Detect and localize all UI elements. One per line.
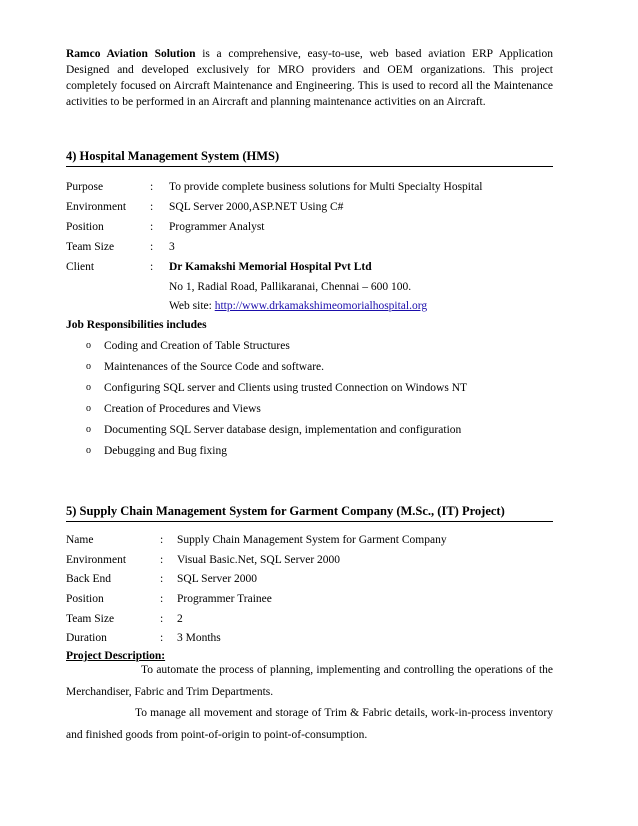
- intro-line-2: Designed and developed exclusively for MRO providers and OEM organizations. This project: [66, 64, 553, 76]
- row-value: SQL Server 2000: [177, 573, 258, 585]
- row-key: Client: [66, 261, 95, 273]
- row-value: Programmer Trainee: [177, 593, 272, 605]
- row-value: SQL Server 2000,ASP.NET Using C#: [169, 201, 344, 213]
- row-colon: :: [160, 632, 164, 644]
- list-item-text: Debugging and Bug fixing: [104, 445, 227, 457]
- description-line-4: and finished goods from point-of-origin to point-of-consumption.: [66, 729, 368, 741]
- row-value: 2: [177, 613, 183, 625]
- row-colon: :: [160, 593, 164, 605]
- row-colon: :: [150, 221, 154, 233]
- bullet-icon: o: [86, 445, 91, 456]
- row-colon: :: [160, 534, 164, 546]
- row-colon: :: [150, 201, 154, 213]
- description-line-3: To manage all movement and storage of Trim & Fabric details, work-in-process inventory: [135, 707, 553, 719]
- row-value: 3: [169, 241, 175, 253]
- client-website-line: [169, 298, 427, 314]
- list-item-text: Configuring SQL server and Clients using trusted Connection on Windows NT: [104, 382, 468, 394]
- list-item-text: Maintenances of the Source Code and software.: [104, 361, 325, 373]
- bullet-icon: o: [86, 403, 91, 414]
- row-colon: :: [160, 554, 164, 566]
- row-key: Position: [66, 221, 104, 233]
- description-line-1: To automate the process of planning, implementing and controlling the operations of the: [141, 664, 553, 676]
- bullet-icon: o: [86, 382, 91, 393]
- section-title-hms: 4) Hospital Management System (HMS): [66, 149, 553, 167]
- intro-line-4: activities to be performed in an Aircraft and planning maintenance activities on an Aircraft.: [66, 96, 486, 108]
- bullet-icon: o: [86, 340, 91, 351]
- row-value: Supply Chain Management System for Garment Company: [177, 534, 447, 546]
- list-item-text: Coding and Creation of Table Structures: [104, 340, 290, 352]
- row-value: To provide complete business solutions for Multi Specialty Hospital: [169, 181, 483, 193]
- section-title-scm: 5) Supply Chain Management System for Garment Company (M.Sc., (IT) Project): [66, 504, 553, 522]
- list-item-text: Creation of Procedures and Views: [104, 403, 261, 415]
- row-key: Back End: [66, 573, 112, 585]
- client-address: No 1, Radial Road, Pallikaranai, Chennai – 600 100.: [169, 281, 412, 293]
- intro-line-1: is a comprehensive, easy-to-use, web based aviation ERP Application: [202, 48, 554, 60]
- row-colon: :: [160, 573, 164, 585]
- job-responsibilities-title: Job Responsibilities includes: [66, 319, 207, 331]
- row-key: Purpose: [66, 181, 104, 193]
- row-key: Team Size: [66, 241, 115, 253]
- row-colon: :: [150, 241, 154, 253]
- bullet-icon: o: [86, 424, 91, 435]
- row-value: Visual Basic.Net, SQL Server 2000: [177, 554, 341, 566]
- description-line-2: Merchandiser, Fabric and Trim Departments.: [66, 686, 274, 698]
- row-value: 3 Months: [177, 632, 221, 644]
- row-colon: :: [160, 613, 164, 625]
- row-key: Name: [66, 534, 94, 546]
- row-value: Programmer Analyst: [169, 221, 265, 233]
- list-item-text: Documenting SQL Server database design, implementation and configuration: [104, 424, 462, 436]
- row-colon: :: [150, 181, 154, 193]
- row-key: Position: [66, 593, 104, 605]
- row-key: Environment: [66, 201, 127, 213]
- intro-lead: Ramco Aviation Solution: [66, 48, 196, 60]
- bullet-icon: o: [86, 361, 91, 372]
- row-key: Duration: [66, 632, 107, 644]
- row-colon: :: [150, 261, 154, 273]
- website-link[interactable]: http://www.drkamakshimeomorialhospital.org: [214, 300, 428, 312]
- website-label: Web site:: [169, 300, 212, 312]
- intro-line-3: completely focused on Aircraft Maintenance and Engineering. This is used to record all the Maintenance: [66, 80, 553, 92]
- project-description-title: Project Description:: [66, 650, 166, 662]
- row-key: Team Size: [66, 613, 115, 625]
- client-name: Dr Kamakshi Memorial Hospital Pvt Ltd: [169, 261, 372, 273]
- row-key: Environment: [66, 554, 127, 566]
- intro-paragraph: [66, 46, 553, 110]
